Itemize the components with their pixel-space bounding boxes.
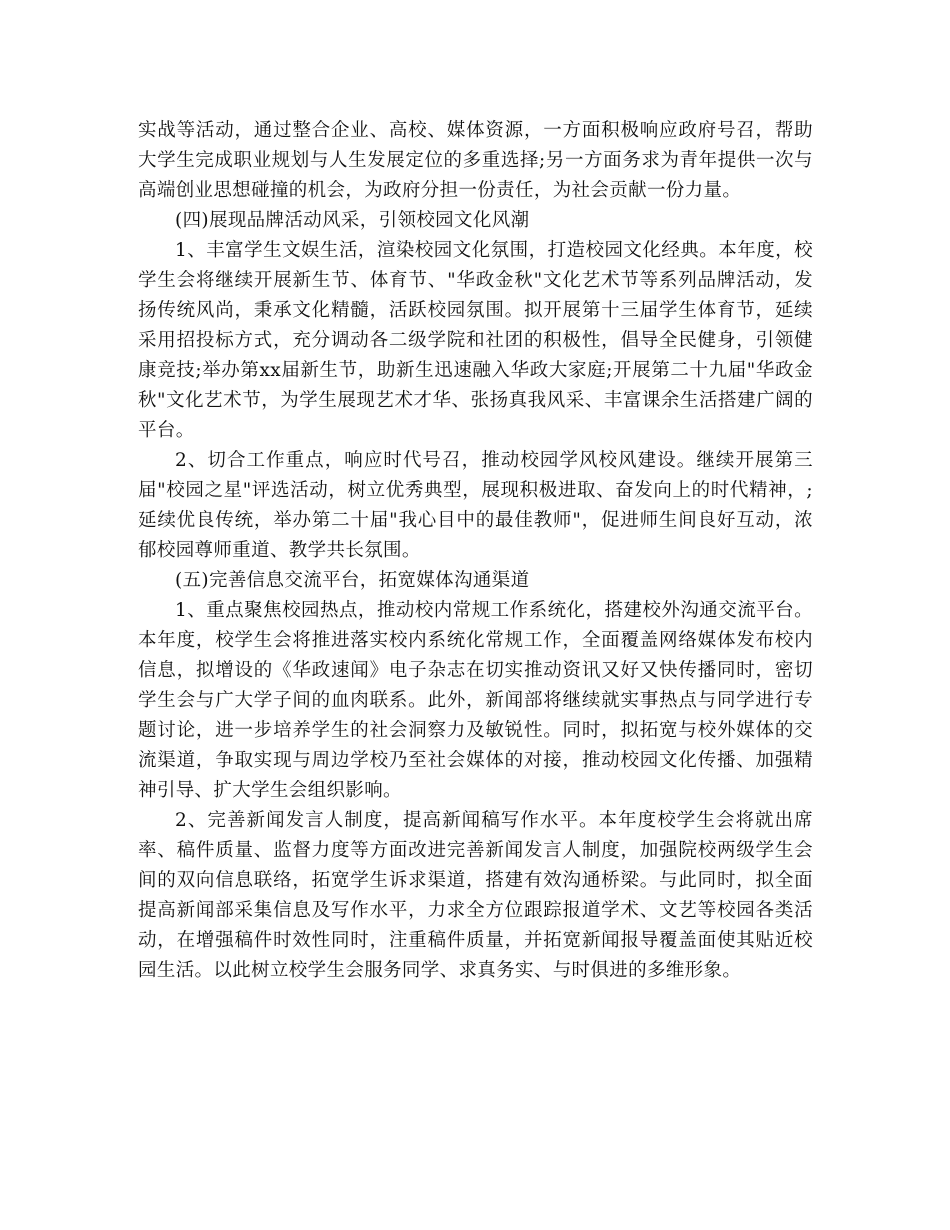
paragraph-section-5-item-1: 1、重点聚焦校园热点，推动校内常规工作系统化，搭建校外沟通交流平台。本年度，校学生会将推进落实校内系统化常规工作，全面覆盖网络媒体发布校内信息，拟增设的《华政速闻》电子杂志在切实推动资讯又好又快传播同时，密切学生会与广大学子间的血肉联系。此外，新闻部将继续就实事热点与同学进行专题讨论，进一步培养学生的社会洞察力及敏锐性。同时，拟拓宽与校外媒体的交流渠道，争取实现与周边学校乃至社会媒体的对接，推动校园文化传播、加强精神引导、扩大学生会组织影响。 xyxy=(138,600,813,801)
paragraph-section-5-item-2: 2、完善新闻发言人制度，提高新闻稿写作水平。本年度校学生会将就出席率、稿件质量、监督力度等方面改进完善新闻发言人制度，加强院校两级学生会间的双向信息联络，拓宽学生诉求渠道，搭建有效沟通桥梁。与此同时，拟全面提高新闻部采集信息及写作水平，力求全方位跟踪报道学术、文艺等校园各类活动，在增强稿件时效性同时，注重稿件质量，并拓宽新闻报导覆盖面使其贴近校园生活。以此树立校学生会服务同学、求真务实、与时俱进的多维形象。 xyxy=(138,810,813,981)
document-body xyxy=(138,116,813,986)
section-heading-4: (四)展现品牌活动风采，引领校园文化风潮 xyxy=(175,210,530,231)
paragraph-continuation: 实战等活动，通过整合企业、高校、媒体资源，一方面积极响应政府号召，帮助大学生完成职业规划与人生发展定位的多重选择;另一方面务求为青年提供一次与高端创业思想碰撞的机会，为政府分担一份责任，为社会贡献一份力量。 xyxy=(138,120,813,201)
section-heading-5: (五)完善信息交流平台，拓宽媒体沟通渠道 xyxy=(175,570,530,591)
paragraph-section-4-item-2: 2、切合工作重点，响应时代号召，推动校园学风校风建设。继续开展第三届"校园之星"评选活动，树立优秀典型，展现积极进取、奋发向上的时代精神，;延续优良传统，举办第二十届"我心目中的最佳教师"，促进师生间良好互动，浓郁校园尊师重道、教学共长氛围。 xyxy=(138,450,813,561)
paragraph-section-4-item-1: 1、丰富学生文娱生活，渲染校园文化氛围，打造校园文化经典。本年度，校学生会将继续开展新生节、体育节、"华政金秋"文化艺术节等系列品牌活动，发扬传统风尚，秉承文化精髓，活跃校园氛围。拟开展第十三届学生体育节，延续采用招投标方式，充分调动各二级学院和社团的积极性，倡导全民健身，引领健康竞技;举办第xx届新生节，助新生迅速融入华政大家庭;开展第二十九届"华政金秋"文化艺术节，为学生展现艺术才华、张扬真我风采、丰富课余生活搭建广阔的平台。 xyxy=(138,240,813,441)
